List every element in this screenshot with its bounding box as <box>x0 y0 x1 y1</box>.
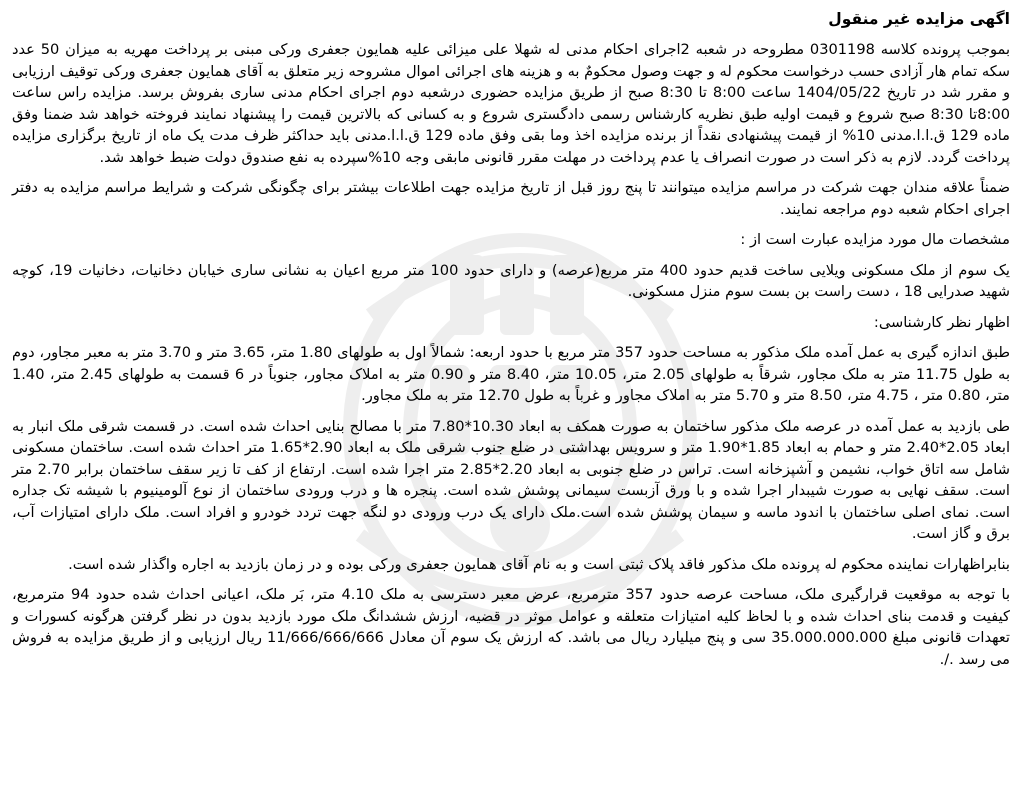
participation-paragraph: ضمناً علاقه مندان جهت شرکت در مراسم مزایده میتوانند تا پنج روز قبل از تاریخ مزایده جهت اطلاعات بیشتر برای چگونگی شرکت و شرایط مراسم مزایده به دفتر اجرای احکام شعبه دوم مراجعه نمایند. <box>12 179 1010 218</box>
boundaries-paragraph: طبق اندازه گیری به عمل آمده ملک مذکور به مساحت حدود 357 متر مربع با حدود اربعه: شمالاً اول به طولهای 1.80 متر، 3.65 متر و 3.70 متر به معبر مجاور، دوم به طول 11.75 متر به ملک مجاور، شرقاً به طولهای 2.05 متر، 10.05 متر، 8.40 متر و 0.90 متر به املاک مجاور، جنوباً در 6 قسمت به طولهای 2.45 متر، 1.40 متر، 0.80 متر ، 4.75 متر، 8.50 متر و 5.70 متر به املاک مجاور و غرباً به طول 12.70 متر به ملک مجاور. <box>12 344 1011 404</box>
valuation-paragraph: با توجه به موقعیت قرارگیری ملک، مساحت عرصه حدود 357 مترمربع، عرض معبر دسترسی به ملک 4.10 متر، بَر ملک، اعیانی احداث شده حدود 94 مترمربع، کیفیت و قدمت بنای احداث شده و با لحاظ کلیه امتیازات متعلقه و عوامل موثر در قضیه، ارزش ششدانگ ملک مورد بازدید بدون در نظر گرفتن هرگونه کسورات و تعهدات قانونی مبلغ 35.000.000.000 سی و پنج میلیارد ریال می باشد. که ارزش یک سوم آن معادل 11/666/666/666 ریال ارزیابی و از طریق مزایده به فروش می رسد ./. <box>12 586 1011 668</box>
expert-opinion-heading: اظهار نظر کارشناسی: <box>873 313 1010 331</box>
case-summary-paragraph: بموجب پرونده کلاسه 0301198 مطروحه در شعبه 2اجرای احکام مدنی له شهلا علی میزائی علیه همایون جعفری ورکی مبنی بر پرداخت مهریه به میزان 50 عدد سکه تمام هار آزادی حسب درخواست محکوم له و جهت وصول محکومٌ به و هزینه های اجرائی اموال مشروحه زیر متعلق به آقای همایون جعفری ورکی توقیف ارزیابی و مقرر شد در تاریخ 1404/05/22 ساعت 8:00 تا 8:30 صبح از طریق مزایده حضوری درشعبه دوم اجرای احکام مدنی ساری بفروش برسد. مزایده راس ساعت 8:00تا 8:30 صبح شروع و قیمت اولیه طبق نظریه کارشناس رسمی دادگستری شروع و به کسانی که بالاترین قیمت را پیشنهاد نمایند فروخته خواهد شد ضمنا وفق ماده 129 ق.ا.ا.مدنی 10% از قیمت پیشنهادی نقداً از برنده مزایده اخذ وما بقی وفق ماده 129 ق.ا.ا.مدنی باید حداکثر ظرف مدت یک ماه از تاریخ برگزاری مزایده پرداخت گردد. لازم به ذکر است در صورت انصراف یا عدم پرداخت در مهلت مقرر قانونی مابقی وجه 10%سپرده به نفع صندوق دولت ضبط خواهد شد. <box>12 41 1011 166</box>
notice-title: اگهی مزایده غیر منقول <box>828 10 1010 28</box>
ownership-paragraph: بنابراظهارات نماینده محکوم له پرونده ملک مذکور فاقد پلاک ثبتی است و به نام آقای همایون جعفری ورکی بوده و در زمان بازدید به اجاره واگذار شده است. <box>68 555 1010 573</box>
building-details-paragraph: طی بازدید به عمل آمده در عرصه ملک مذکور ساختمان به صورت همکف به ابعاد 10.30*7.80 متر با مصالح بنایی احداث شده است. در قسمت شرقی ملک انبار به ابعاد 2.05*2.40 متر و حمام به ابعاد 1.85*1.90 متر و سرویس بهداشتی در ضلع جنوب شرقی ملک به ابعاد 2.90*1.65 متر احداث شده است. ساختمان مسکونی شامل سه اتاق خواب، نشیمن و آشپزخانه است. تراس در ضلع جنوبی به ابعاد 2.20*2.85 متر اجرا شده است. ارتفاع از کف تا زیر سقف ساختمان برابر 2.70 متر است. سقف نهایی به صورت شیبدار اجرا شده و با ورق آزبست سیمانی پوشش شده است. پنجره ها و درب ورودی ساختمان از نوع آلومینیوم با شیشه تک جداره است. نمای اصلی ساختمان با اندود ماسه و سیمان پوشش شده است.ملک دارای یک درب ورودی دو لنگه جهت تردد خودرو و افراد است. ملک دارای امتیازات آب، برق و گاز است. <box>12 417 1010 542</box>
property-description-paragraph: یک سوم از ملک مسکونی ویلایی ساخت قدیم حدود 400 متر مربع(عرصه) و دارای حدود 100 متر مربع اعیان به نشانی ساری خیابان دخانیات، دخانیات 19، کوچه شهید صدرایی 18 ، دست راست بن بست سوم منزل مسکونی. <box>12 261 1010 300</box>
property-specs-heading: مشخصات مال مورد مزایده عبارت است از : <box>740 231 1010 248</box>
